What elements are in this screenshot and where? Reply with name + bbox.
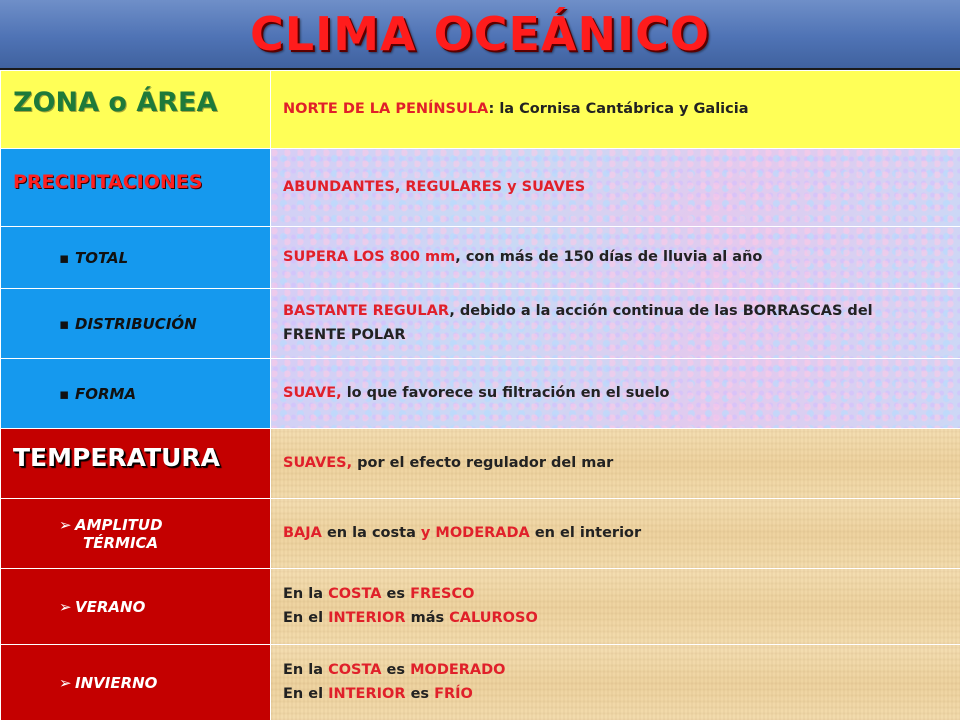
amplitud-value-cell — [271, 499, 960, 569]
verano-text: es — [381, 585, 411, 602]
zona-value-highlight: NORTE DE LA PENÍNSULA — [283, 100, 489, 117]
amplitud-label-cell — [1, 499, 271, 569]
table-row-total — [1, 227, 960, 289]
verano-line-costa — [283, 583, 920, 607]
forma-label: FORMA — [75, 384, 137, 403]
verano-text: más — [405, 609, 450, 626]
total-value-highlight: SUPERA LOS 800 mm — [283, 248, 456, 265]
table-row-invierno — [1, 645, 960, 720]
distribucion-label-cell — [1, 289, 271, 359]
forma-value-highlight: SUAVE, — [283, 384, 342, 401]
amplitud-value-moderada: y MODERADA — [420, 524, 530, 541]
arrow-bullet-icon: ➢ — [59, 597, 72, 616]
invierno-label: INVIERNO — [75, 673, 158, 692]
table-row-forma — [1, 359, 960, 429]
invierno-costa: COSTA — [328, 661, 382, 678]
invierno-value-cell — [271, 645, 960, 720]
invierno-frio: FRÍO — [434, 685, 473, 702]
verano-interior: INTERIOR — [328, 609, 406, 626]
zona-value-text: : la Cornisa Cantábrica y Galicia — [488, 100, 749, 117]
precipitaciones-value: ABUNDANTES, REGULARES y SUAVES — [283, 178, 586, 195]
total-value-cell — [271, 227, 960, 289]
verano-line-interior — [283, 607, 920, 631]
invierno-text: es — [405, 685, 435, 702]
distribucion-value-cell — [271, 289, 960, 359]
temperatura-value-text: por el efecto regulador del mar — [352, 454, 614, 471]
invierno-text: En el — [283, 685, 329, 702]
amplitud-label-line2: TÉRMICA — [83, 533, 159, 552]
table-row-precipitaciones — [1, 149, 960, 227]
invierno-line-interior — [283, 683, 920, 707]
invierno-line-costa — [283, 659, 920, 683]
temperatura-label-cell — [1, 429, 271, 499]
precipitaciones-label: PRECIPITACIONES — [13, 171, 203, 193]
table-row-verano — [1, 569, 960, 645]
table-row-zona — [1, 71, 960, 149]
forma-value-cell — [271, 359, 960, 429]
total-label-cell — [1, 227, 271, 289]
verano-text: En la — [283, 585, 329, 602]
table-row-temperatura — [1, 429, 960, 499]
zona-value-cell — [271, 71, 960, 149]
verano-caluroso: CALUROSO — [449, 609, 538, 626]
arrow-bullet-icon: ➢ — [59, 673, 72, 692]
square-bullet-icon: ▪ — [59, 248, 70, 267]
zona-label: ZONA o ÁREA — [13, 87, 218, 118]
amplitud-value-baja: BAJA — [283, 524, 322, 541]
square-bullet-icon: ▪ — [59, 384, 70, 403]
invierno-text: es — [381, 661, 411, 678]
amplitud-value-text1: en la costa — [321, 524, 421, 541]
verano-costa: COSTA — [328, 585, 382, 602]
invierno-moderado: MODERADO — [410, 661, 506, 678]
verano-value-cell — [271, 569, 960, 645]
table-row-distribucion — [1, 289, 960, 359]
verano-label: VERANO — [75, 597, 146, 616]
invierno-label-cell — [1, 645, 271, 720]
title-bar — [0, 0, 960, 70]
temperatura-value-cell — [271, 429, 960, 499]
verano-text: En el — [283, 609, 329, 626]
square-bullet-icon: ▪ — [59, 314, 70, 333]
precipitaciones-label-cell — [1, 149, 271, 227]
zona-label-cell — [1, 71, 271, 149]
distribucion-label: DISTRIBUCIÓN — [75, 314, 197, 333]
invierno-interior: INTERIOR — [328, 685, 406, 702]
amplitud-value-text2: en el interior — [529, 524, 642, 541]
forma-label-cell — [1, 359, 271, 429]
temperatura-value-highlight: SUAVES, — [283, 454, 353, 471]
temperatura-label: TEMPERATURA — [13, 443, 221, 472]
slide-title: CLIMA OCEÁNICO — [250, 7, 710, 61]
distribucion-value-text: , debido a la acción continua de las BORRASCAS del FRENTE POLAR — [283, 302, 873, 343]
distribucion-value-highlight: BASTANTE REGULAR — [283, 302, 450, 319]
verano-fresco: FRESCO — [410, 585, 475, 602]
verano-label-cell — [1, 569, 271, 645]
arrow-bullet-icon: ➢ — [59, 515, 72, 534]
table-row-amplitud — [1, 499, 960, 569]
forma-value-text: lo que favorece su filtración en el suelo — [341, 384, 670, 401]
amplitud-label-line1: AMPLITUD — [75, 515, 163, 534]
precipitaciones-value-cell — [271, 149, 960, 227]
total-label: TOTAL — [75, 248, 129, 267]
climate-table — [0, 70, 960, 720]
invierno-text: En la — [283, 661, 329, 678]
total-value-text: , con más de 150 días de lluvia al año — [455, 248, 763, 265]
